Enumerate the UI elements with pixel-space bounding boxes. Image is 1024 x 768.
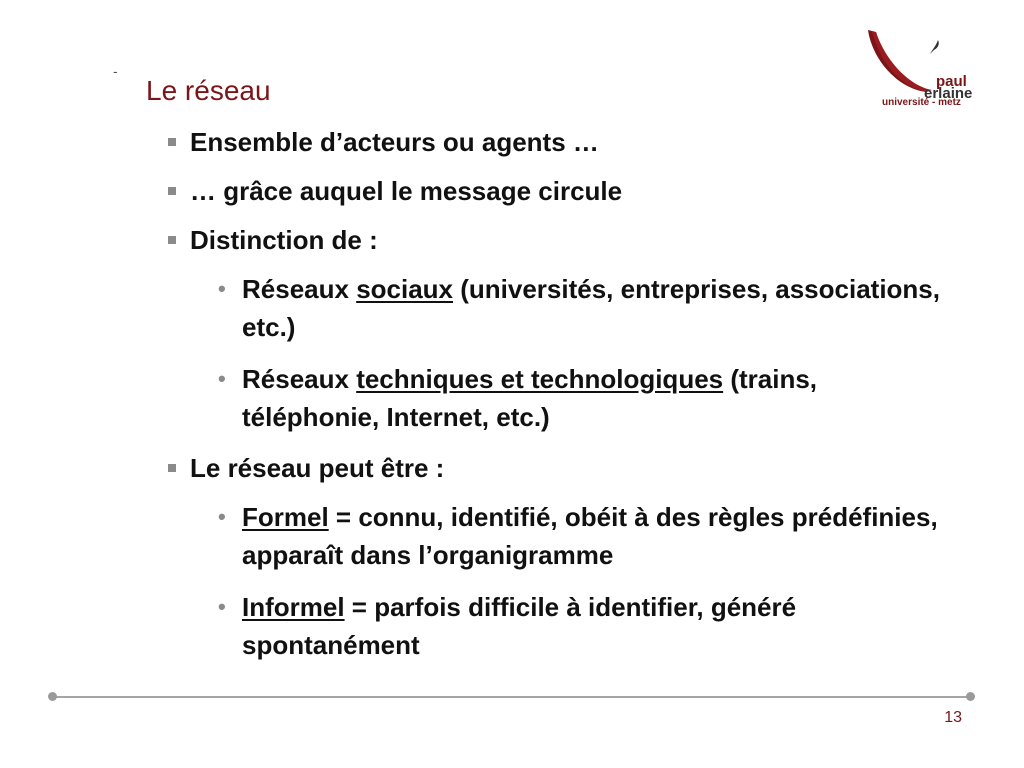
- dot-bullet-icon: •: [218, 594, 226, 619]
- underlined-term: techniques et technologiques: [356, 364, 724, 394]
- logo-text-universite-metz: université - metz: [882, 97, 961, 108]
- footer-rule-right-dot: [966, 692, 975, 701]
- dot-bullet-icon: •: [218, 366, 226, 391]
- underlined-term: sociaux: [356, 274, 454, 304]
- square-bullet-icon: [168, 187, 176, 195]
- sub-bullet-lead: Réseaux: [242, 274, 357, 304]
- sub-bullet-rest: = parfois difficile à identifier, généré spontanément: [242, 592, 797, 660]
- slide-title: Le réseau: [146, 75, 271, 106]
- sub-bullet-text: [242, 360, 958, 436]
- bullet-text: Distinction de :: [190, 225, 378, 255]
- logo-text-verlaine: erlaine: [924, 85, 973, 102]
- footer-rule: [52, 696, 972, 698]
- university-logo: [866, 28, 978, 112]
- bullet-text: … grâce auquel le message circule: [190, 176, 623, 206]
- square-bullet-icon: [168, 138, 176, 146]
- bullet-text: Ensemble d’acteurs ou agents …: [190, 127, 599, 157]
- title-marker: -: [113, 63, 118, 79]
- sub-bullet-rest: = connu, identifié, obéit à des règles prédéfinies, apparaît dans l’organigramme: [242, 502, 938, 570]
- sub-bullet-text: [242, 588, 958, 664]
- footer-rule-left-dot: [48, 692, 57, 701]
- square-bullet-icon: [168, 236, 176, 244]
- square-bullet-icon: [168, 464, 176, 472]
- logo-text-paul: paul: [936, 73, 967, 90]
- sub-bullet-lead: Réseaux: [242, 364, 357, 394]
- sub-bullet-rest: (universités, entreprises, associations, etc.): [242, 274, 940, 342]
- sub-bullet-text: [242, 498, 958, 574]
- page-number: 13: [944, 709, 962, 726]
- sub-bullet-text: [242, 270, 958, 346]
- sub-bullet-rest: (trains, téléphonie, Internet, etc.): [242, 364, 818, 432]
- dot-bullet-icon: •: [218, 276, 226, 301]
- underlined-term: Informel: [242, 592, 345, 622]
- dot-bullet-icon: •: [218, 504, 226, 529]
- bullet-text: Le réseau peut être :: [190, 453, 445, 483]
- underlined-term: Formel: [242, 502, 329, 532]
